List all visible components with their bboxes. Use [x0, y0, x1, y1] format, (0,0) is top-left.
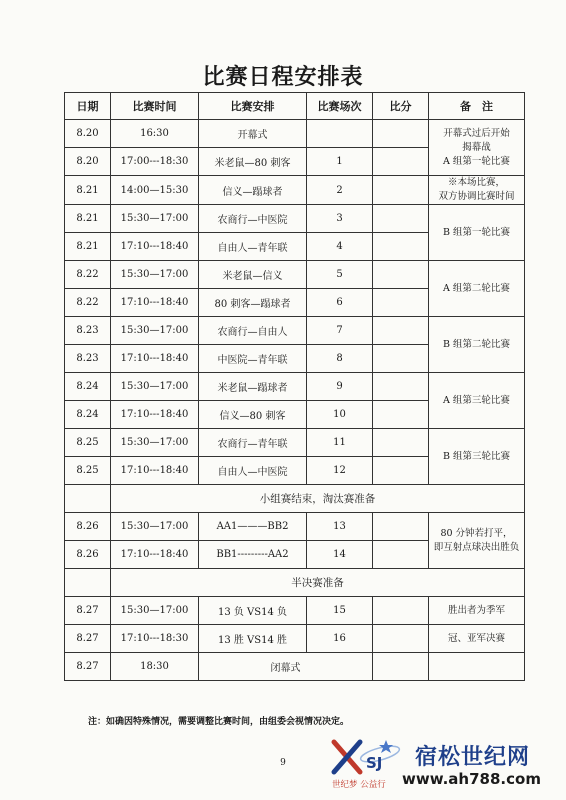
cell-match-no: 14: [307, 541, 373, 569]
cell-date: 8.25: [65, 429, 111, 457]
cell-match: 米老鼠—蹋球者: [199, 373, 307, 401]
remark-text: 即互射点球决出胜负: [433, 541, 520, 553]
cell-match-no: 2: [307, 176, 373, 205]
cell-time: 17:10---18:40: [111, 457, 199, 485]
table-row: [65, 176, 525, 205]
cell-date: 8.22: [65, 261, 111, 289]
banner-row: [65, 569, 525, 597]
table-row: [65, 653, 525, 681]
watermark-tagline: 世纪梦 公益行: [332, 780, 386, 790]
cell-time: 17:10---18:40: [111, 401, 199, 429]
remark-text: ※本场比赛，: [447, 177, 505, 188]
cell-match-no: 9: [307, 373, 373, 401]
cell-match: 农商行—自由人: [199, 317, 307, 345]
cell-time: 17:10---18:40: [111, 345, 199, 373]
cell-date: 8.21: [65, 176, 111, 205]
cell-time: 17:10---18:40: [111, 233, 199, 261]
cell-time: 16:30: [111, 120, 199, 148]
cell-time: 15:30—17:00: [111, 205, 199, 233]
footnote: 注：如确因特殊情况，需要调整比赛时间，由组委会视情况决定。: [88, 717, 350, 727]
cell-match: 80 刺客—蹋球者: [199, 289, 307, 317]
cell-date: 8.25: [65, 457, 111, 485]
header-match: 比赛安排: [199, 93, 307, 120]
cell-time: 17:10---18:30: [111, 625, 199, 653]
cell-match: 米老鼠—80 刺客: [199, 148, 307, 176]
remark-final: 冠、亚军决赛: [429, 625, 525, 653]
watermark-url: www.ah788.com: [402, 770, 541, 788]
table-row: [65, 513, 525, 541]
cell-remark-empty: [429, 653, 525, 681]
cell-time: 17:10---18:40: [111, 289, 199, 317]
remark-reschedule: [429, 176, 525, 205]
cell-date: 8.27: [65, 597, 111, 625]
table-row: [65, 317, 525, 345]
table-row: [65, 120, 525, 148]
cell-match-no: 1: [307, 148, 373, 176]
cell-match-no: 6: [307, 289, 373, 317]
page-title: 比赛日程安排表: [202, 65, 364, 90]
remark-third-place: 胜出者为季军: [429, 597, 525, 625]
cell-date: 8.22: [65, 289, 111, 317]
cell-match: 米老鼠—信义: [199, 261, 307, 289]
header-score: 比分: [373, 93, 429, 120]
remark-text: 揭幕战: [462, 141, 491, 153]
cell-date: 8.27: [65, 653, 111, 681]
cell-match-no: 15: [307, 597, 373, 625]
cell-score: [373, 317, 429, 345]
cell-match-no: 4: [307, 233, 373, 261]
cell-match: 13 胜 VS14 胜: [199, 625, 307, 653]
remark-a-round3: A 组第三轮比赛: [429, 373, 525, 429]
header-date: 日期: [65, 93, 111, 120]
cell-date: 8.27: [65, 625, 111, 653]
cell-score: [373, 289, 429, 317]
table-row: [65, 373, 525, 401]
cell-score: [373, 373, 429, 401]
cell-date: 8.23: [65, 317, 111, 345]
cell-match: AA1———BB2: [199, 513, 307, 541]
cell-score: [373, 148, 429, 176]
header-match-no: 比赛场次: [307, 93, 373, 120]
cell-score: [373, 205, 429, 233]
cell-match-no: 16: [307, 625, 373, 653]
cell-score: [373, 457, 429, 485]
remark-b-round1: B 组第一轮比赛: [429, 205, 525, 261]
cell-match-no: 11: [307, 429, 373, 457]
cell-match: 自由人—中医院: [199, 457, 307, 485]
remark-a-round2: A 组第二轮比赛: [429, 261, 525, 317]
cell-date: 8.20: [65, 120, 111, 148]
cell-date: 8.21: [65, 205, 111, 233]
cell-score: [373, 401, 429, 429]
cell-match-no: 5: [307, 261, 373, 289]
remark-text: A 组第一轮比赛: [443, 155, 510, 167]
cell-date: 8.21: [65, 233, 111, 261]
cell-time: 14:00—15:30: [111, 176, 199, 205]
table-row: [65, 205, 525, 233]
cell-date: 8.24: [65, 401, 111, 429]
cell-time: 15:30—17:00: [111, 429, 199, 457]
cell-time: 15:30—17:00: [111, 317, 199, 345]
watermark: [330, 736, 566, 800]
cell-match: 闭幕式: [199, 653, 373, 681]
cell-score: [373, 541, 429, 569]
header-row: [65, 93, 525, 120]
remark-text: 双方协调比赛时间: [438, 191, 515, 202]
header-remarks: 备 注: [429, 93, 525, 120]
banner-group-end: 小组赛结束，淘汰赛准备: [111, 485, 525, 513]
cell-match: 13 负 VS14 负: [199, 597, 307, 625]
banner-semi-prep: 半决赛准备: [111, 569, 525, 597]
remark-knockout: [429, 513, 525, 569]
cell-time: 15:30—17:00: [111, 373, 199, 401]
cell-match: 中医院—青年联: [199, 345, 307, 373]
watermark-site-name: 宿松世纪网: [415, 745, 531, 770]
page-number: 9: [280, 758, 286, 768]
cell-score: [373, 345, 429, 373]
cell-date: 8.24: [65, 373, 111, 401]
cell-time: 15:30—17:00: [111, 513, 199, 541]
cell-match-no: 10: [307, 401, 373, 429]
cell-date: 8.26: [65, 513, 111, 541]
site-logo-icon: [330, 736, 410, 778]
remark-b-round2: B 组第二轮比赛: [429, 317, 525, 373]
cell-match-no: 12: [307, 457, 373, 485]
cell-date: 8.26: [65, 541, 111, 569]
cell-match: BB1---------AA2: [199, 541, 307, 569]
cell-match-no: 7: [307, 317, 373, 345]
table-row: [65, 625, 525, 653]
cell-match: 信义—80 刺客: [199, 401, 307, 429]
cell-match: 开幕式: [199, 120, 307, 148]
table-row: [65, 261, 525, 289]
cell-score: [373, 513, 429, 541]
cell-time: 15:30—17:00: [111, 261, 199, 289]
remark-text: 80 分钟若打平，: [440, 527, 513, 539]
logo-letters: SJ: [366, 754, 383, 772]
banner-blank: [65, 485, 111, 513]
cell-match: 自由人—青年联: [199, 233, 307, 261]
banner-row: [65, 485, 525, 513]
cell-match-no: [307, 120, 373, 148]
cell-score: [373, 653, 429, 681]
table-row: [65, 429, 525, 457]
banner-blank: [65, 569, 111, 597]
cell-match-no: 3: [307, 205, 373, 233]
remark-b-round3: B 组第三轮比赛: [429, 429, 525, 485]
cell-time: 17:10---18:40: [111, 541, 199, 569]
cell-score: [373, 233, 429, 261]
remark-opening: [429, 120, 525, 176]
cell-time: 17:00---18:30: [111, 148, 199, 176]
cell-score: [373, 261, 429, 289]
cell-date: 8.20: [65, 148, 111, 176]
cell-match-no: 8: [307, 345, 373, 373]
schedule-table: [64, 92, 525, 681]
cell-score: [373, 429, 429, 457]
cell-match: 农商行—青年联: [199, 429, 307, 457]
remark-text: 开幕式过后开始: [443, 127, 510, 139]
header-time: 比赛时间: [111, 93, 199, 120]
cell-time: 18:30: [111, 653, 199, 681]
cell-score: [373, 176, 429, 205]
cell-score: [373, 597, 429, 625]
table-row: [65, 597, 525, 625]
cell-match-no: 13: [307, 513, 373, 541]
cell-date: 8.23: [65, 345, 111, 373]
cell-match: 农商行—中医院: [199, 205, 307, 233]
cell-score: [373, 120, 429, 148]
cell-score: [373, 625, 429, 653]
cell-time: 15:30—17:00: [111, 597, 199, 625]
cell-match: 信义—蹋球者: [199, 176, 307, 205]
